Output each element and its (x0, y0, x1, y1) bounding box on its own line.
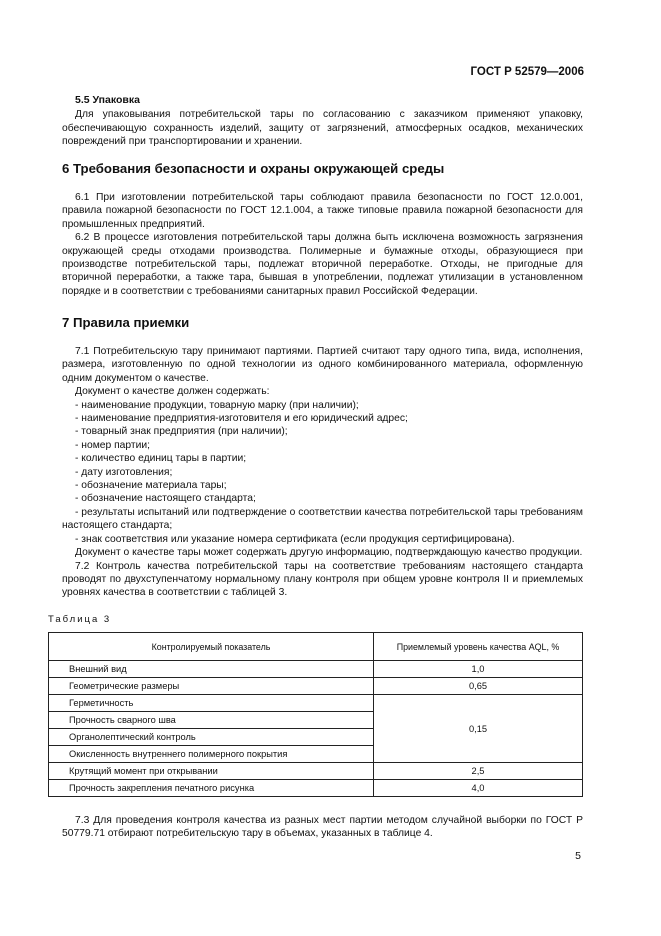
section-7 (62, 316, 583, 329)
table-cell: Герметичность (49, 695, 374, 712)
paragraph: 7.3 Для проведения контроля качества из разных мест партии методом случайной выборки по ГОСТ Р 50779.71 отбирают потребительскую тару в объемах, указанных в таблице 4. (62, 815, 583, 840)
table-cell: Геометрические размеры (49, 678, 374, 695)
table-caption: Таблица 3 (48, 614, 112, 625)
paragraph: 7.1 Потребительскую тару принимают партиями. Партией считают тару одного типа, вида, исполнения, размера, изготовленную по одной технологии из одного комбинированного материала, оформленную одним документом о качестве. (62, 346, 583, 384)
table-row (49, 780, 583, 797)
table-header-cell: Приемлемый уровень качества AQL, % (374, 633, 583, 661)
paragraph: 6.1 При изготовлении потребительской тары соблюдают правила безопасности по ГОСТ 12.0.001, правила пожарной безопасности по ГОСТ 12.1.004, а также типовые правила пожарной безопасности для промышленных предприятий. (62, 192, 583, 230)
list-item: - наименование продукции, товарную марку (при наличии); (75, 399, 359, 411)
section-7-3 (62, 814, 583, 841)
list-item: - товарный знак предприятия (при наличии); (75, 426, 288, 438)
table-cell: Прочность сварного шва (49, 712, 374, 729)
table-cell: 0,65 (374, 678, 583, 695)
list-item: - дату изготовления; (75, 466, 173, 478)
standard-code: ГОСТ Р 52579—2006 (470, 66, 584, 78)
list-item: - обозначение материала тары; (75, 480, 227, 492)
list-item: - номер партии; (75, 439, 150, 451)
section-6-body (62, 191, 583, 298)
list-item: - наименование предприятия-изготовителя и его юридический адрес; (75, 413, 408, 425)
table-cell: 1,0 (374, 661, 583, 678)
section-6 (62, 162, 583, 175)
table-cell: Прочность закрепления печатного рисунка (49, 780, 374, 797)
document-contents-list (62, 399, 583, 546)
table-row (49, 763, 583, 780)
table-header-cell: Контролируемый показатель (49, 633, 374, 661)
list-item: - результаты испытаний или подтверждение о соответствии качества потребительской тары требованиям настоящего стандарта; (62, 506, 583, 532)
table-cell: 0,15 (374, 695, 583, 763)
section-5-5 (62, 94, 583, 149)
paragraph: 7.2 Контроль качества потребительской тары на соответствие требованиям настоящего стандарта проводят по двухступенчатому нормальному плану контроля при общем уровне контроля II и приемлемых уровнях качества в соответствии с таблицей 3. (62, 560, 583, 599)
page-number: 5 (575, 850, 581, 862)
list-item: - обозначение настоящего стандарта; (75, 493, 256, 505)
section-title: 7 Правила приемки (62, 315, 190, 330)
paragraph: Документ о качестве должен содержать: (75, 386, 270, 398)
table-row (49, 678, 583, 695)
table-row (49, 695, 583, 712)
table-3 (48, 632, 583, 797)
table-cell: 2,5 (374, 763, 583, 780)
table-cell: Органолептический контроль (49, 729, 374, 746)
section-title: 6 Требования безопасности и охраны окружающей среды (62, 161, 445, 176)
list-item: - знак соответствия или указание номера сертификата (если продукция сертифицирована). (75, 533, 515, 545)
section-7-body (62, 345, 583, 600)
table-row (49, 661, 583, 678)
table-header-row (49, 633, 583, 661)
subsection-title: 5.5 Упаковка (75, 94, 140, 106)
table-cell: 4,0 (374, 780, 583, 797)
paragraph: Для упаковывания потребительской тары по согласованию с заказчиком применяют упаковку, обеспечивающую сохранность изделий, защиту от загрязнений, атмосферных осадков, механических повреждений при транспортировании и хранении. (62, 109, 583, 148)
table-cell: Внешний вид (49, 661, 374, 678)
table-cell: Окисленность внутреннего полимерного покрытия (49, 746, 374, 763)
paragraph: 6.2 В процессе изготовления потребительской тары должна быть исключена возможность загрязнения окружающей среды отходами производства. Полимерные и бумажные отходы, образующиеся при производстве потребительской тары, подлежат вторичной переработке. Отходы, не пригодные для вторичной переработки, а также тара, бывшая в употреблении, подлежат утилизации в установленном порядке и в соответствии с требованиями санитарных правил Российской Федерации. (62, 232, 583, 297)
list-item: - количество единиц тары в партии; (75, 453, 247, 465)
table-cell: Крутящий момент при открывании (49, 763, 374, 780)
paragraph: Документ о качестве тары может содержать другую информацию, подтверждающую качество продукции. (75, 547, 583, 559)
